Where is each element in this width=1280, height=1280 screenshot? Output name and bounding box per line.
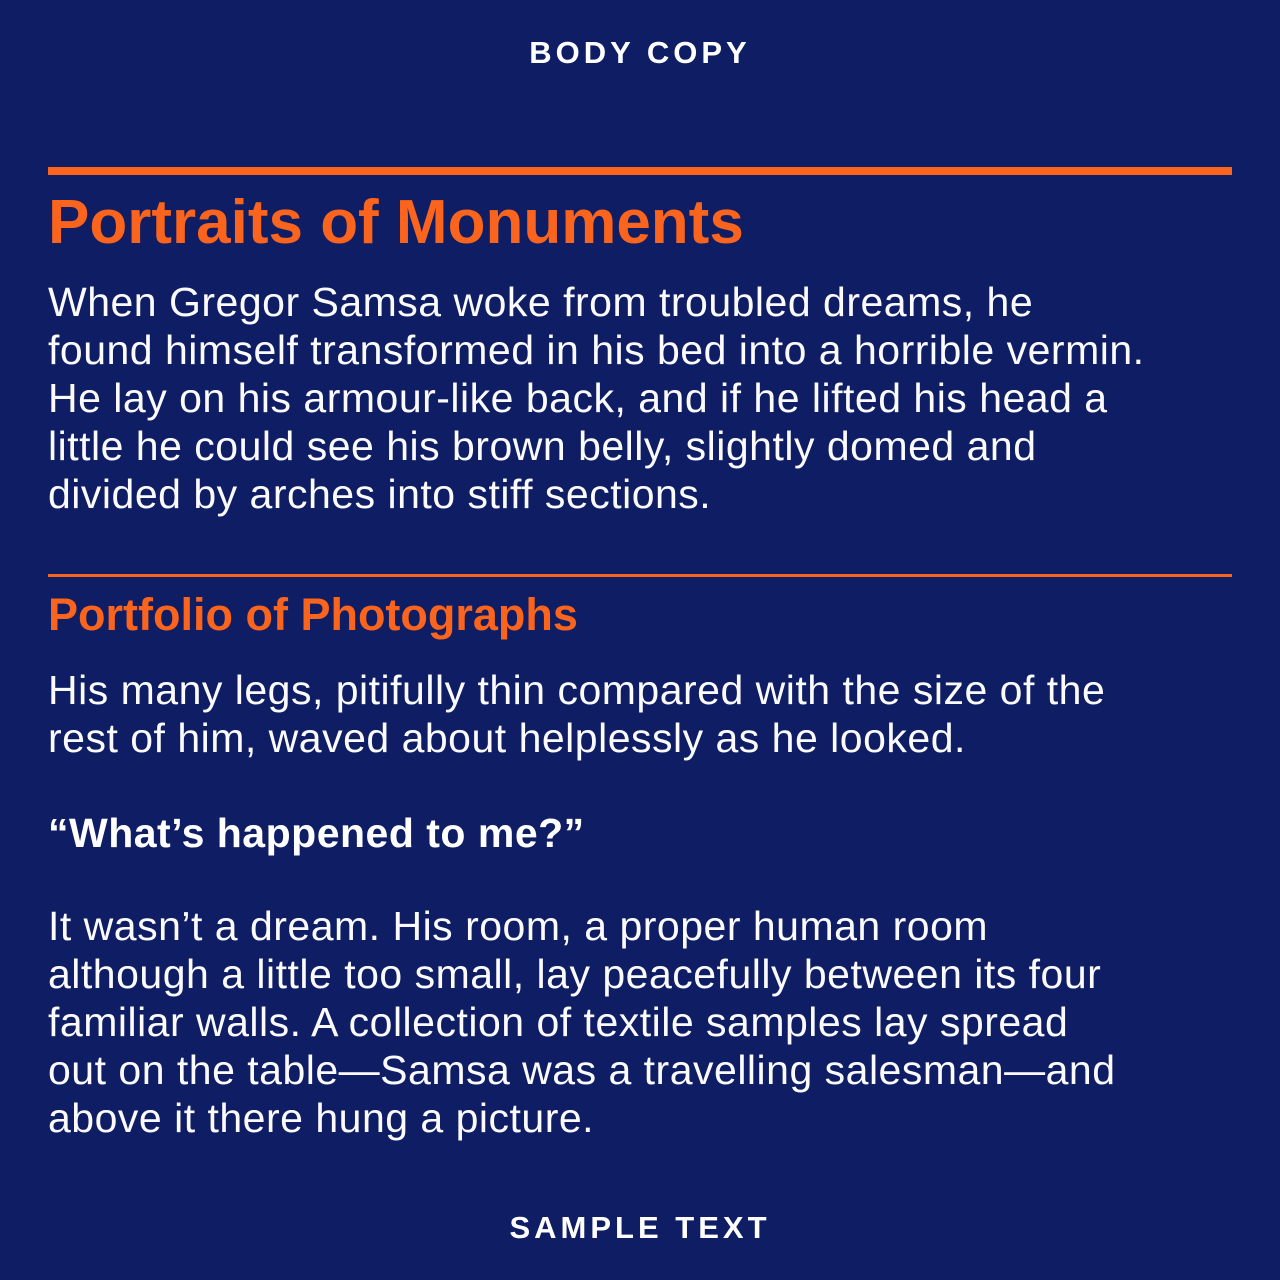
body-line: although a little too small, lay peacefully between its four [48, 951, 1102, 997]
section-portraits-of-monuments [48, 167, 1232, 518]
body-line: He lay on his armour-like back, and if he lifted his head a [48, 375, 1108, 421]
section-rule-thin [48, 574, 1232, 577]
body-line: rest of him, waved about helplessly as he looked. [48, 715, 966, 761]
footer-label: SAMPLE TEXT [509, 1210, 771, 1245]
body-paragraph [48, 666, 1232, 762]
section-portfolio-of-photographs [48, 574, 1232, 1142]
pull-quote: “What’s happened to me?” [48, 810, 585, 856]
section-rule-thick [48, 167, 1232, 175]
section-heading-portraits: Portraits of Monuments [48, 188, 744, 257]
body-paragraph [48, 278, 1232, 518]
body-line: divided by arches into stiff sections. [48, 471, 712, 517]
page-title: BODY COPY [529, 35, 751, 70]
body-line: out on the table—Samsa was a travelling salesman—and [48, 1047, 1116, 1093]
body-line: His many legs, pitifully thin compared with the size of the [48, 667, 1106, 713]
body-line: familiar walls. A collection of textile samples lay spread [48, 999, 1069, 1045]
body-line: little he could see his brown belly, slightly domed and [48, 423, 1037, 469]
body-line: found himself transformed in his bed into a horrible vermin. [48, 327, 1145, 373]
section-heading-portfolio: Portfolio of Photographs [48, 589, 578, 640]
body-line: above it there hung a picture. [48, 1095, 595, 1141]
body-line: It wasn’t a dream. His room, a proper human room [48, 903, 989, 949]
body-paragraph [48, 902, 1232, 1142]
body-line: When Gregor Samsa woke from troubled dreams, he [48, 279, 1034, 325]
